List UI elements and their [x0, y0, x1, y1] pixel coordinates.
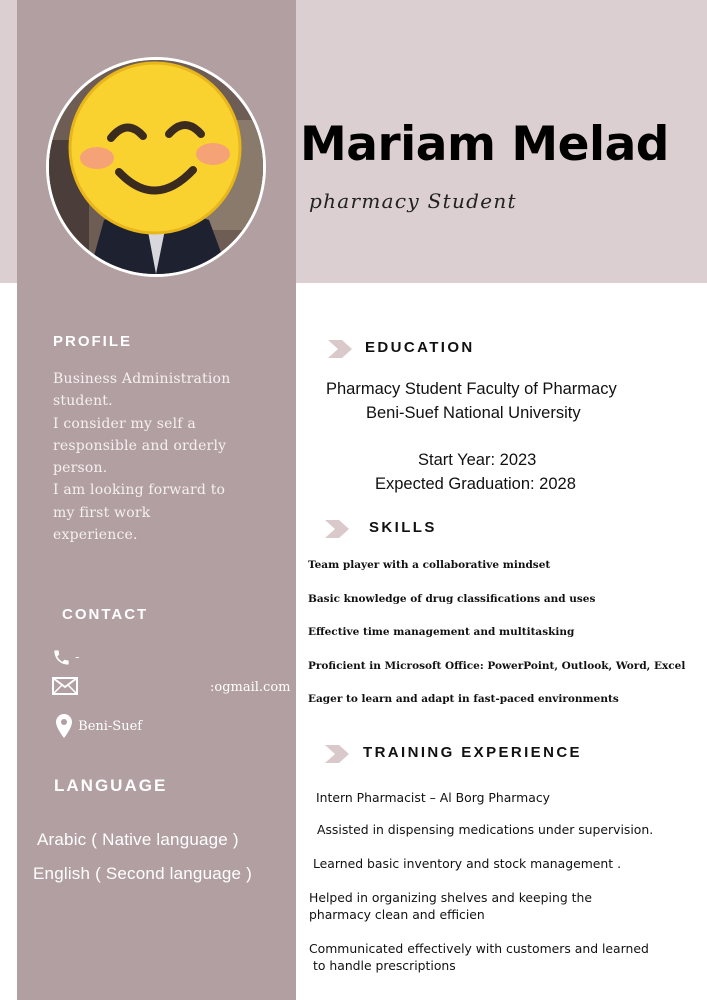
education-heading: EDUCATION	[365, 339, 475, 356]
smiling-face-icon	[70, 63, 240, 233]
profile-line: student.	[53, 393, 113, 410]
language-item: English ( Second language )	[33, 864, 252, 883]
profile-line: Business Administration	[53, 371, 231, 387]
profile-line: responsible and orderly	[53, 437, 227, 454]
education-line: Pharmacy Student Faculty of Pharmacy	[326, 380, 617, 398]
location-value: Beni-Suef	[78, 718, 143, 734]
training-line: to handle prescriptions	[313, 958, 456, 973]
skill-item: Team player with a collaborative mindset	[308, 559, 551, 571]
profile-line: my first work	[53, 504, 151, 521]
skill-item: Basic knowledge of drug classifications and uses	[308, 593, 596, 605]
skill-item: Effective time management and multitasking	[308, 626, 575, 638]
phone-value: -	[75, 650, 80, 665]
language-item: Arabic ( Native language )	[37, 830, 239, 849]
profile-heading: PROFILE	[53, 333, 133, 350]
profile-photo	[49, 60, 263, 274]
chevron-icon	[328, 340, 352, 358]
envelope-icon	[52, 677, 78, 695]
skill-item: Proficient in Microsoft Office: PowerPoint, Outlook, Word, Excel	[308, 660, 686, 672]
profile-line: I consider my self a	[53, 415, 196, 432]
education-line: Expected Graduation: 2028	[375, 475, 576, 493]
location-pin-icon	[56, 714, 72, 738]
skill-item: Eager to learn and adapt in fast-paced environments	[308, 693, 619, 705]
training-line: Helped in organizing shelves and keeping the	[309, 890, 592, 905]
contact-heading: CONTACT	[62, 606, 149, 623]
education-line: Start Year: 2023	[418, 451, 537, 469]
training-line: Communicated effectively with customers and learned	[309, 941, 649, 956]
chevron-icon	[325, 520, 349, 538]
email-row	[52, 677, 78, 695]
training-heading: TRAINING EXPERIENCE	[363, 744, 582, 761]
candidate-name: Mariam Melad	[300, 117, 669, 172]
candidate-title: pharmacy Student	[309, 189, 517, 213]
phone-icon	[52, 648, 71, 667]
training-line: Assisted in dispensing medications under supervision.	[317, 822, 654, 837]
language-heading: LANGUAGE	[54, 776, 168, 795]
phone-row	[52, 648, 80, 667]
training-line: pharmacy clean and efficien	[309, 907, 485, 922]
training-line: Learned basic inventory and stock management .	[313, 856, 622, 871]
profile-line: I am looking forward to	[53, 482, 226, 499]
training-line: Intern Pharmacist – Al Borg Pharmacy	[316, 790, 550, 805]
email-value: :ogmail.com	[210, 680, 291, 695]
profile-line: experience.	[53, 527, 138, 544]
profile-text	[53, 368, 253, 546]
education-line: Beni-Suef National University	[366, 404, 581, 422]
profile-line: person.	[53, 460, 108, 477]
chevron-icon	[325, 745, 349, 763]
skills-heading: SKILLS	[369, 519, 437, 536]
location-row	[56, 714, 142, 738]
